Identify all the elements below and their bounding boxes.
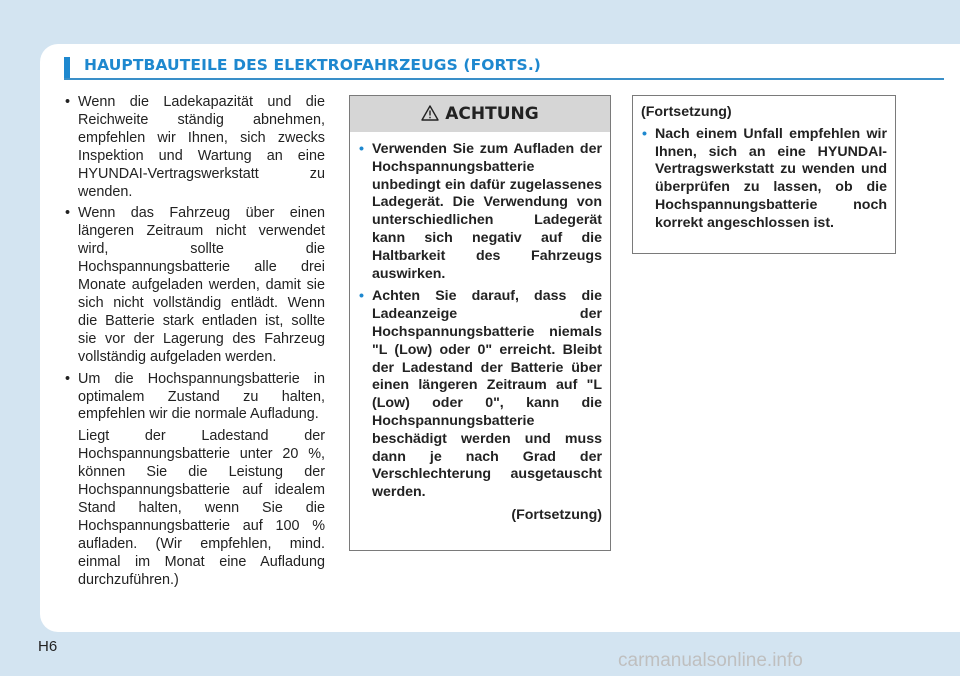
- warning-body: [350, 132, 610, 525]
- warning-item: • Achten Sie darauf, dass die Ladeanzeige der Hochspannungsbatterie niemals "L (Low) oder 0" erreicht. Bleibt der Ladestand der Batterie über einen längeren Zeitraum auf "L (Low) oder 0", kann die Hochspannungsbatterie beschädigt werden und muss dann je nach Grad der Verschlechterung ausgetauscht werden.: [358, 288, 602, 502]
- warning-header: [350, 96, 610, 132]
- title-accent-bar: [64, 57, 70, 78]
- page-title: HAUPTBAUTEILE DES ELEKTROFAHRZEUGS (FORTS.): [84, 56, 541, 74]
- warning-title: ACHTUNG: [445, 104, 539, 124]
- continued-note: (Fortsetzung): [511, 506, 602, 523]
- left-column: [62, 94, 325, 589]
- list-item: • Um die Hochspannungsbatterie in optimalem Zustand zu halten, empfehlen wir die normale Aufladung.: [62, 371, 325, 425]
- info-list: [62, 94, 325, 424]
- page-number: H6: [38, 638, 58, 655]
- warning-triangle-icon: [421, 105, 439, 126]
- list-item: • Wenn die Ladekapazität und die Reichweite ständig abnehmen, empfehlen wir Ihnen, sich zwecks Inspektion und Wartung an eine HYUNDAI-Vertragswerkstatt zu wenden.: [62, 94, 325, 201]
- watermark: carmanualsonline.info: [618, 650, 803, 671]
- continued-body: [633, 96, 895, 233]
- continued-box: [632, 95, 896, 254]
- warning-item: • Nach einem Unfall empfehlen wir Ihnen, sich an eine HYUNDAI-Vertragswerkstatt zu wenden und überprüfen zu lassen, ob die Hochspannungsbatterie noch korrekt angeschlossen ist.: [641, 126, 887, 233]
- warning-box: [349, 95, 611, 551]
- list-item: • Wenn das Fahrzeug über einen längeren Zeitraum nicht verwendet wird, sollte die Hochspannungsbatterie alle drei Monate aufgeladen werden, damit sie sich nicht vollständig entlädt. Wenn die Batterie stark entladen ist, sollte sie vor der Lagerung des Fahrzeug vollständig aufgeladen werden.: [62, 205, 325, 366]
- charge-level-paragraph: Liegt der Ladestand der Hochspannungsbatterie unter 20 %, können Sie die Leistung der Hochspannungsbatterie auf idealem Stand halten, wenn Sie die Hochspannungsbatterie auf 100 % aufladen. (Wir empfehlen, mind. einmal im Monat eine Aufladung durchzuführen.): [78, 428, 325, 588]
- warning-item: • Verwenden Sie zum Aufladen der Hochspannungsbatterie unbedingt ein dafür zugelassenes Ladegerät. Die Verwendung von unterschiedlichen Ladegerät kann sich negativ auf die Haltbarkeit des Fahrzeugs auswirken.: [358, 141, 602, 283]
- continued-heading: (Fortsetzung): [641, 104, 732, 120]
- section-header: [64, 56, 944, 80]
